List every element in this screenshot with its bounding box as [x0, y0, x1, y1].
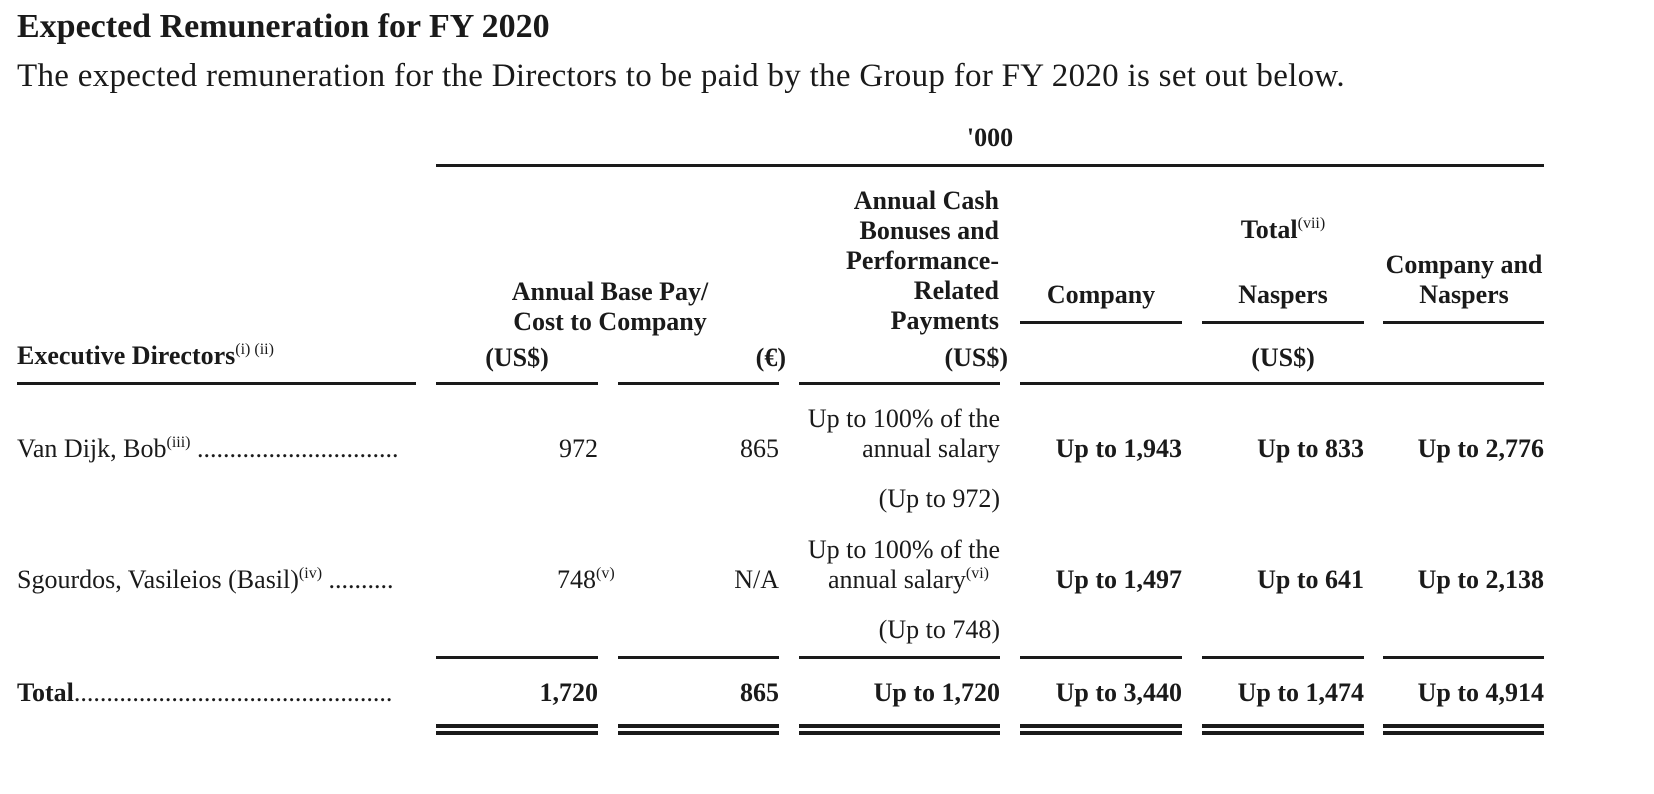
total-row-naspers: Up to 1,474: [1237, 678, 1364, 707]
header-rule-base-eur: [618, 382, 779, 385]
total-row-company: Up to 3,440: [1055, 678, 1182, 707]
table-row-name: Van Dijk, Bob$^{(iii)}$ ...............................: [17, 434, 399, 463]
total-rule-bonus: [799, 656, 1000, 659]
table-row-naspers: Up to 833: [1257, 434, 1364, 463]
header-rule-bonus: [799, 382, 1000, 385]
header-naspers: Naspers: [1238, 280, 1328, 309]
units-rule: [436, 164, 1544, 167]
table-row-base-eur: 865: [740, 434, 779, 463]
header-company-naspers-line2: Naspers: [1419, 280, 1509, 309]
header-total-unit: (US$): [1251, 343, 1315, 372]
total-double-rule-naspers: [1202, 724, 1364, 735]
header-base-pay-line1: Annual Base Pay/: [511, 277, 709, 306]
header-rule-totals: [1020, 382, 1544, 385]
total-row-base-usd: 1,720: [539, 678, 598, 707]
table-row-base-usd: 748$^{(v)}$: [557, 565, 615, 594]
table-row-bonus-line2: annual salary: [862, 434, 1000, 463]
header-company-naspers-rule: [1383, 321, 1544, 324]
total-double-rule-company-naspers: [1383, 724, 1544, 735]
header-bonus-unit: (US$): [944, 343, 1008, 372]
header-naspers-rule: [1202, 321, 1364, 324]
units-label: '000: [966, 123, 1014, 152]
table-row-base-eur: N/A: [734, 565, 779, 594]
header-company-naspers-line1: Company and: [1385, 250, 1543, 279]
total-row-company-naspers: Up to 4,914: [1417, 678, 1544, 707]
header-bonus-line3: Performance-: [845, 246, 999, 275]
total-double-rule-bonus: [799, 724, 1000, 735]
header-bonus-line4: Related: [913, 276, 999, 305]
page-title: Expected Remuneration for FY 2020: [17, 8, 550, 45]
table-row-bonus-line1: Up to 100% of the: [807, 535, 1000, 564]
table-row-naspers: Up to 641: [1257, 565, 1364, 594]
header-base-pay-line2: Cost to Company: [513, 307, 707, 336]
header-total: Total$^{(vii)}$: [1240, 215, 1326, 244]
table-row-company-naspers: Up to 2,138: [1417, 565, 1544, 594]
table-row-company: Up to 1,497: [1055, 565, 1182, 594]
header-executive-directors: Executive Directors$^{(i) (ii)}$: [17, 341, 274, 370]
table-row-company-naspers: Up to 2,776: [1417, 434, 1544, 463]
header-bonus-line1: Annual Cash: [853, 186, 999, 215]
total-rule-naspers: [1202, 656, 1364, 659]
total-rule-base-eur: [618, 656, 779, 659]
table-row-bonus-sub: (Up to 748): [878, 615, 1000, 644]
header-rule-base-usd: [436, 382, 598, 385]
header-bonus-line5: Payments: [890, 306, 999, 335]
total-double-rule-base-usd: [436, 724, 598, 735]
total-row-base-eur: 865: [740, 678, 779, 707]
table-row-bonus-line1: Up to 100% of the: [807, 404, 1000, 433]
intro-paragraph: The expected remuneration for the Directors to be paid by the Group for FY 2020 is set out below.: [17, 58, 1345, 94]
table-row-bonus-sub: (Up to 972): [878, 484, 1000, 513]
header-base-pay-usd-unit: (US$): [485, 343, 549, 372]
total-rule-company: [1020, 656, 1182, 659]
table-row-name: Sgourdos, Vasileios (Basil)$^{(iv)}$ ..........: [17, 565, 394, 594]
total-rule-company-naspers: [1383, 656, 1544, 659]
total-rule-base-usd: [436, 656, 598, 659]
header-rule-directors: [17, 382, 416, 385]
total-double-rule-company: [1020, 724, 1182, 735]
header-company: Company: [1046, 280, 1156, 309]
total-double-rule-base-eur: [618, 724, 779, 735]
header-bonus-line2: Bonuses and: [859, 216, 999, 245]
total-row-label: Total.................................................: [17, 678, 393, 707]
table-row-bonus-line2: annual salary$^{(vi)}$: [828, 565, 989, 594]
header-base-pay-eur-unit: (€): [755, 343, 786, 372]
total-row-bonus: Up to 1,720: [873, 678, 1000, 707]
header-company-rule: [1020, 321, 1182, 324]
table-row-company: Up to 1,943: [1055, 434, 1182, 463]
table-row-base-usd: 972: [559, 434, 598, 463]
